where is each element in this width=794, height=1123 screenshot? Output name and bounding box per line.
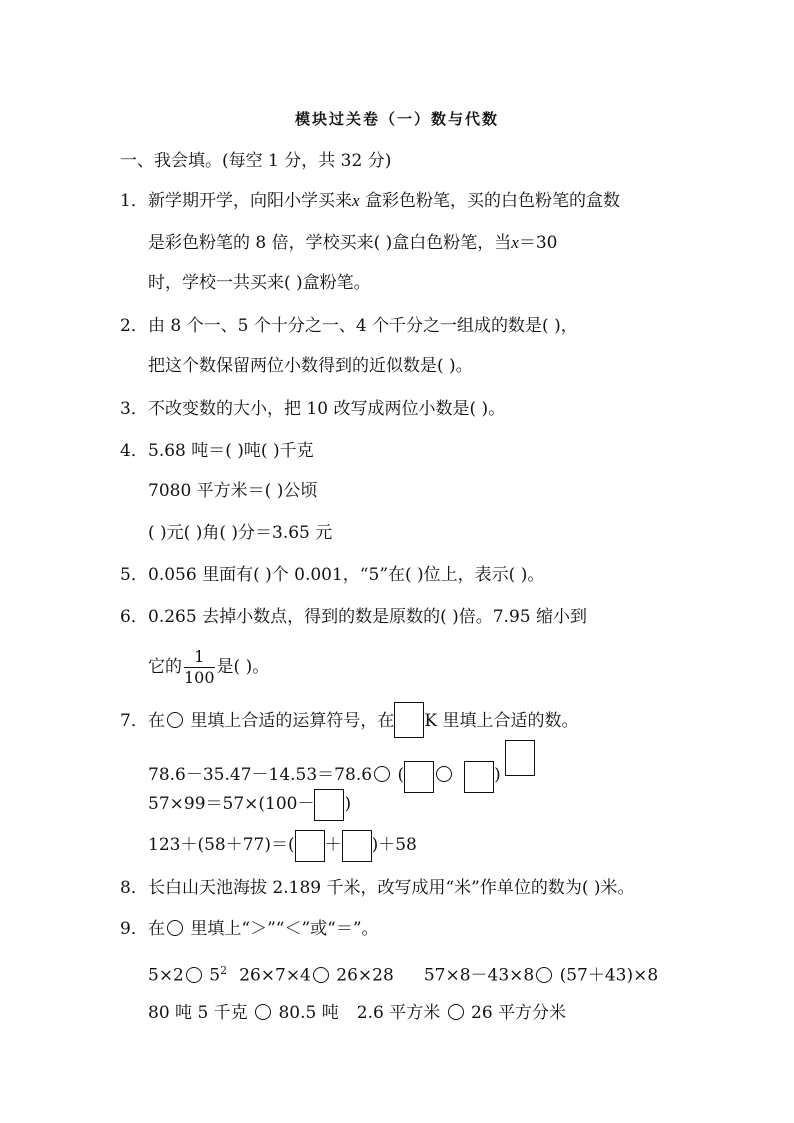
question-7-expr-2: 57×99＝57×(100－ ) (148, 787, 351, 821)
number-box-blank[interactable] (342, 830, 372, 862)
question-4-line-1: 4．5.68 吨＝( )吨( )千克 (120, 441, 314, 461)
question-number: 3． (120, 399, 148, 419)
question-1-line-3: 时，学校一共买来( )盒粉笔。 (148, 273, 371, 293)
number-box-blank[interactable] (295, 830, 325, 862)
number-box-blank[interactable] (464, 761, 494, 793)
question-9-line-1: 9．在 里填上“＞”“＜”或“＝”。 (120, 919, 379, 939)
operator-circle-blank[interactable] (374, 766, 390, 782)
question-number: 5． (120, 565, 148, 585)
question-number: 7． (120, 711, 148, 731)
comparison-circle-blank[interactable] (186, 967, 202, 983)
section-heading: 一、我会填。(每空 1 分，共 32 分) (120, 151, 392, 171)
question-4-line-2: 7080 平方米＝( )公顷 (148, 481, 318, 501)
question-5: 5．0.056 里面有( )个 0.001，“5”在( )位上，表示( )。 (120, 565, 545, 585)
circle-blank-icon (167, 920, 183, 936)
comparison-circle-blank[interactable] (448, 1004, 464, 1020)
question-number: 9． (120, 919, 148, 939)
comparison-circle-blank[interactable] (536, 967, 552, 983)
question-6-line-1: 6．0.265 去掉小数点，得到的数是原数的( )倍。7.95 缩小到 (120, 607, 587, 627)
question-number: 6． (120, 607, 148, 627)
comparison-circle-blank[interactable] (255, 1004, 271, 1020)
question-number: 8． (120, 878, 148, 898)
question-2-line-1: 2．由 8 个一、5 个十分之一、4 个千分之一组成的数是( )， (120, 316, 578, 336)
question-number: 2． (120, 316, 148, 336)
circle-blank-icon (167, 712, 183, 728)
question-number: 1． (120, 191, 148, 211)
number-box-blank[interactable] (505, 740, 535, 776)
question-9-line-3: 80 吨 5 千克 80.5 吨 2.6 平方米 26 平方分米 (148, 1003, 567, 1023)
question-number: 4． (120, 441, 148, 461)
number-box-blank[interactable] (314, 789, 344, 821)
question-7-line-1: 7．在 里填上合适的运算符号，在 K 里填上合适的数。 (120, 702, 579, 738)
question-2-line-2: 把这个数保留两位小数得到的近似数是( )。 (148, 356, 473, 376)
operator-circle-blank[interactable] (436, 766, 452, 782)
square-blank-icon (394, 702, 424, 738)
question-1-line-2: 是彩色粉笔的 8 倍，学校买来( )盒白色粉笔，当x＝30 (148, 233, 558, 253)
question-3: 3．不改变数的大小，把 10 改写成两位小数是( )。 (120, 399, 506, 419)
question-4-line-3: ( )元( )角( )分＝3.65 元 (148, 523, 333, 543)
question-7-expr-3: 123＋(58＋77)＝( ＋ )＋58 (148, 828, 417, 862)
number-box-blank[interactable] (404, 761, 434, 793)
question-9-line-2: 5×2 $5^2$ 26×7×4 26×28 57×8－43×8 (57＋43)×8 (148, 964, 659, 986)
question-8: 8．长白山天池海拔 2.189 千米，改写成用“米”作单位的数为( )米。 (120, 878, 635, 898)
comparison-circle-blank[interactable] (313, 967, 329, 983)
question-1-line-1: 1．新学期开学，向阳小学买来x 盒彩色粉笔，买的白色粉笔的盒数 (120, 191, 620, 211)
question-6-line-2: 它的 $\frac{1}{100}$ 是( )。 (148, 647, 270, 687)
question-7-expr-1: 78.6－35.47－14.53＝78.6 ( ) (148, 740, 535, 793)
page-title: 模块过关卷（一）数与代数 (294, 110, 499, 128)
fraction: $\frac{1}{100}$ (184, 647, 215, 687)
